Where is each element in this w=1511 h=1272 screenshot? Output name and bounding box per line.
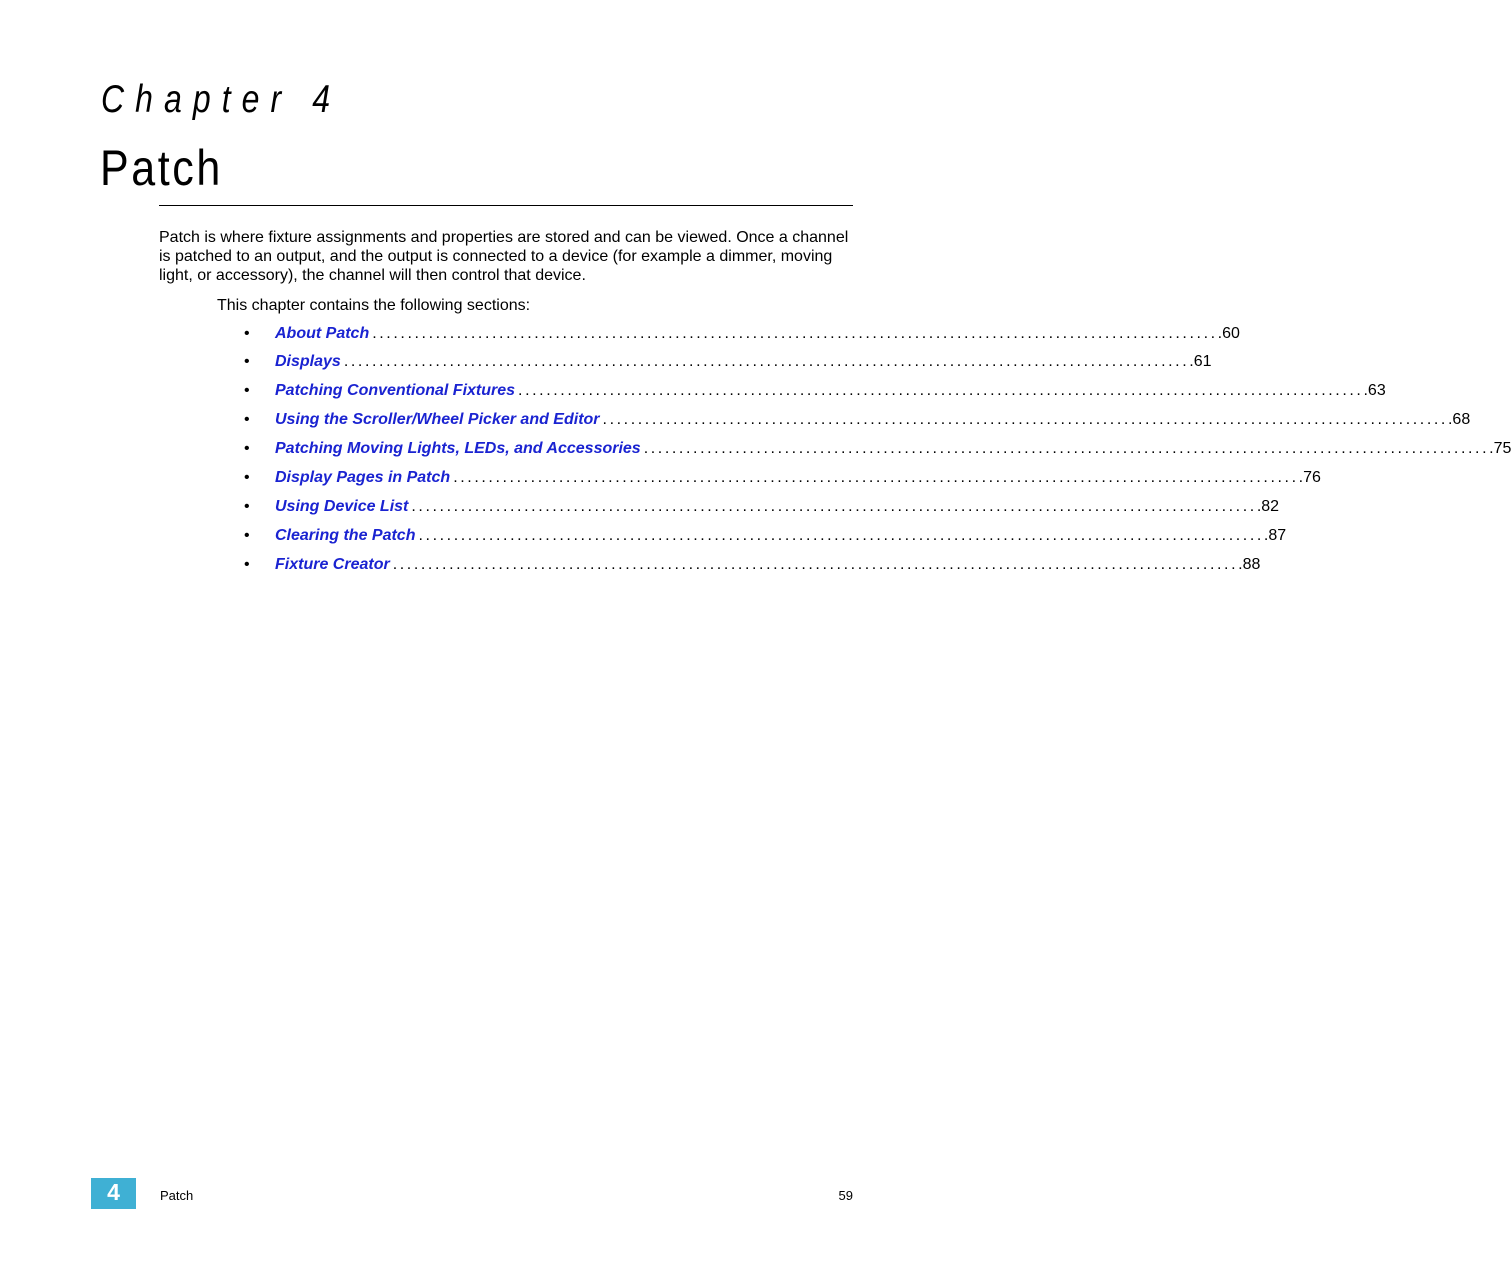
toc-page-number: .63 bbox=[1363, 382, 1386, 399]
toc-item bbox=[244, 352, 1212, 372]
toc-page-number: .88 bbox=[1238, 556, 1261, 573]
dot-leader: ........................................................................................................................ bbox=[372, 325, 1218, 342]
title-rule bbox=[159, 205, 853, 206]
bullet-icon: • bbox=[244, 440, 250, 457]
intro-paragraph: Patch is where fixture assignments and properties are stored and can be viewed. Once a channel is patched to an output, and the output is connected to a device (for example a dimmer, moving light, or accessory), the channel will then control that device. bbox=[159, 229, 849, 285]
toc-item bbox=[244, 526, 1287, 546]
footer-section-title: Patch bbox=[160, 1188, 194, 1203]
toc-page-number: .68 bbox=[1447, 411, 1471, 428]
toc-page-number: .60 bbox=[1217, 325, 1240, 342]
toc-link-display-pages[interactable]: Display Pages in Patch bbox=[275, 469, 451, 486]
toc-link-clearing-the-patch[interactable]: Clearing the Patch bbox=[275, 527, 416, 544]
toc-page-number: .82 bbox=[1256, 498, 1280, 515]
toc-link-about-patch[interactable]: About Patch bbox=[275, 325, 370, 342]
toc-link-device-list[interactable]: Using Device List bbox=[275, 498, 409, 515]
toc-link-patching-conventional-fixtures[interactable]: Patching Conventional Fixtures bbox=[275, 382, 516, 399]
toc-page-number: .61 bbox=[1189, 353, 1212, 370]
toc-page-number: .87 bbox=[1263, 527, 1287, 544]
chapter-label: Chapter 4 bbox=[101, 78, 342, 121]
toc-item bbox=[244, 381, 1386, 401]
bullet-icon: • bbox=[244, 498, 250, 515]
bullet-icon: • bbox=[244, 556, 250, 573]
toc-page-number: .76 bbox=[1298, 469, 1321, 486]
toc-link-displays[interactable]: Displays bbox=[275, 353, 341, 370]
toc-item bbox=[244, 324, 1240, 344]
dot-leader: ........................................................................................................................ bbox=[518, 382, 1364, 399]
toc-item bbox=[244, 555, 1261, 575]
bullet-icon: • bbox=[244, 325, 250, 342]
toc-item bbox=[244, 497, 1280, 517]
bullet-icon: • bbox=[244, 411, 250, 428]
dot-leader: ........................................................................................................................ bbox=[453, 469, 1299, 486]
toc-item bbox=[244, 468, 1321, 488]
bullet-icon: • bbox=[244, 469, 250, 486]
footer-page-number: 59 bbox=[838, 1188, 853, 1203]
sections-lead: This chapter contains the following sections: bbox=[217, 297, 531, 314]
toc-link-patching-moving-lights[interactable]: Patching Moving Lights, LEDs, and Accessories bbox=[275, 440, 641, 457]
dot-leader: ........................................................................................................................ bbox=[643, 440, 1490, 457]
toc-link-fixture-creator[interactable]: Fixture Creator bbox=[275, 556, 390, 573]
dot-leader: ........................................................................................................................ bbox=[418, 527, 1264, 544]
dot-leader: ........................................................................................................................ bbox=[343, 353, 1190, 370]
dot-leader: ........................................................................................................................ bbox=[392, 556, 1239, 573]
toc-item bbox=[244, 439, 1511, 459]
bullet-icon: • bbox=[244, 527, 250, 544]
dot-leader: ........................................................................................................................ bbox=[602, 411, 1448, 428]
toc-link-scroller-wheel-picker[interactable]: Using the Scroller/Wheel Picker and Editor bbox=[275, 411, 600, 428]
bullet-icon: • bbox=[244, 382, 250, 399]
bullet-icon: • bbox=[244, 353, 250, 370]
dot-leader: ........................................................................................................................ bbox=[411, 498, 1257, 515]
chapter-tab: 4 bbox=[91, 1178, 136, 1209]
toc-item bbox=[244, 410, 1471, 430]
toc-page-number: .75 bbox=[1489, 440, 1511, 457]
chapter-title: Patch bbox=[100, 140, 223, 196]
